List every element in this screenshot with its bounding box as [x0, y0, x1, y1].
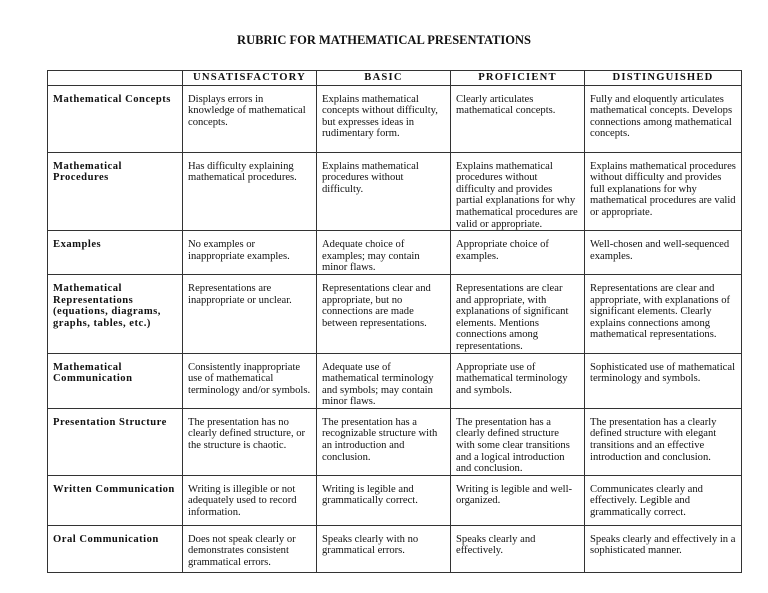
rubric-cell: Appropriate use of mathematical terminology and symbols. [451, 353, 585, 408]
rubric-cell: Consistently inappropriate use of mathematical terminology and/or symbols. [183, 353, 317, 408]
header-basic: BASIC [317, 71, 451, 86]
table-row [48, 85, 742, 152]
rubric-cell: Writing is legible and well-organized. [451, 475, 585, 525]
rubric-cell: Speaks clearly with no grammatical errors. [317, 525, 451, 572]
table-row [48, 231, 742, 275]
header-unsatisfactory: UNSATISFACTORY [183, 71, 317, 86]
table-row [48, 353, 742, 408]
criterion-label: Mathematical Procedures [48, 152, 183, 231]
rubric-cell: Representations are clear and appropriate, with explanations of significant elements. Clearly explains connections among mathematical representations. [585, 274, 742, 353]
rubric-cell: Adequate use of mathematical terminology and symbols; may contain minor flaws. [317, 353, 451, 408]
rubric-cell: Well-chosen and well-sequenced examples. [585, 231, 742, 275]
criterion-label: Mathematical Representations (equations, diagrams, graphs, tables, etc.) [48, 274, 183, 353]
rubric-cell: Representations are clear and appropriate, with explanations of significant elements. Mentions connections among representations. [451, 274, 585, 353]
rubric-cell: Explains mathematical procedures without difficulty and provides full explanations for why mathematical procedures are valid or appropriate. [585, 152, 742, 231]
rubric-cell: Explains mathematical procedures without difficulty and provides partial explanations for why mathematical procedures are valid or appropriate. [451, 152, 585, 231]
criterion-label: Examples [48, 231, 183, 275]
table-row [48, 475, 742, 525]
table-row [48, 152, 742, 231]
criterion-label: Mathematical Communication [48, 353, 183, 408]
rubric-cell: Speaks clearly and effectively. [451, 525, 585, 572]
page-title: RUBRIC FOR MATHEMATICAL PRESENTATIONS [237, 33, 531, 47]
rubric-cell: The presentation has a clearly defined structure with some clear transitions and a logical introduction and conclusion. [451, 408, 585, 475]
rubric-cell: Writing is illegible or not adequately used to record information. [183, 475, 317, 525]
rubric-cell: Explains mathematical procedures without difficulty. [317, 152, 451, 231]
rubric-cell: The presentation has a recognizable structure with an introduction and conclusion. [317, 408, 451, 475]
rubric-cell: Speaks clearly and effectively in a sophisticated manner. [585, 525, 742, 572]
header-criterion [48, 71, 183, 86]
rubric-cell: Displays errors in knowledge of mathematical concepts. [183, 85, 317, 152]
criterion-label: Mathematical Concepts [48, 85, 183, 152]
rubric-cell: Fully and eloquently articulates mathematical concepts. Develops connections among mathematical concepts. [585, 85, 742, 152]
rubric-cell: Clearly articulates mathematical concepts. [451, 85, 585, 152]
rubric-cell: Writing is legible and grammatically correct. [317, 475, 451, 525]
criterion-label: Written Communication [48, 475, 183, 525]
header-proficient: PROFICIENT [451, 71, 585, 86]
rubric-table [47, 70, 742, 573]
rubric-cell: Adequate choice of examples; may contain minor flaws. [317, 231, 451, 275]
rubric-cell: Representations are inappropriate or unclear. [183, 274, 317, 353]
rubric-cell: The presentation has no clearly defined structure, or the structure is chaotic. [183, 408, 317, 475]
rubric-cell: Has difficulty explaining mathematical procedures. [183, 152, 317, 231]
rubric-cell: No examples or inappropriate examples. [183, 231, 317, 275]
criterion-label: Oral Communication [48, 525, 183, 572]
header-distinguished: DISTINGUISHED [585, 71, 742, 86]
rubric-cell: Appropriate choice of examples. [451, 231, 585, 275]
rubric-cell: Does not speak clearly or demonstrates consistent grammatical errors. [183, 525, 317, 572]
rubric-cell: Sophisticated use of mathematical terminology and symbols. [585, 353, 742, 408]
table-row [48, 525, 742, 572]
rubric-cell: Explains mathematical concepts without difficulty, but expresses ideas in rudimentary form. [317, 85, 451, 152]
rubric-cell: The presentation has a clearly defined structure with elegant transitions and an effective introduction and conclusion. [585, 408, 742, 475]
rubric-cell: Communicates clearly and effectively. Legible and grammatically correct. [585, 475, 742, 525]
table-row [48, 274, 742, 353]
rubric-cell: Representations clear and appropriate, but no connections are made between representations. [317, 274, 451, 353]
header-row [48, 71, 742, 86]
table-row [48, 408, 742, 475]
criterion-label: Presentation Structure [48, 408, 183, 475]
